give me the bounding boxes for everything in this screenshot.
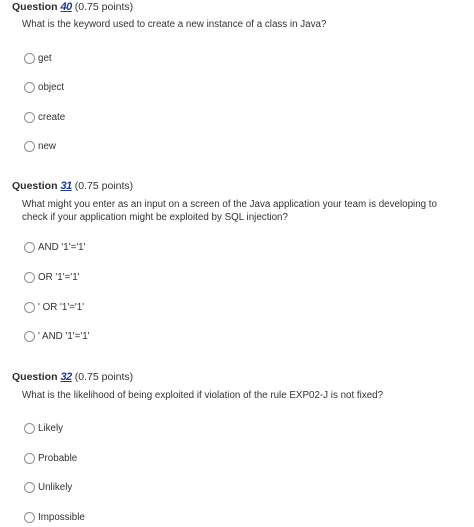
question-points: (0.75 points) [74, 371, 134, 383]
question-3-option-impossible[interactable] [24, 510, 85, 524]
radio-button[interactable] [24, 423, 35, 434]
option-label: OR '1'='1' [38, 271, 80, 283]
radio-button[interactable] [24, 242, 35, 253]
question-points: (0.75 points) [74, 180, 134, 192]
question-1-text: What is the keyword used to create a new instance of a class in Java? [22, 19, 327, 30]
option-label: new [38, 140, 56, 152]
option-label: Impossible [38, 511, 85, 523]
question-2-option-3[interactable] [24, 300, 84, 314]
question-1-option-create[interactable] [24, 110, 65, 124]
question-1-header [12, 0, 133, 14]
question-2-text: What might you enter as an input on a screen of the Java application your team is developing to check if your application might be exploited by SQL injection? [22, 199, 437, 223]
option-label: AND '1'='1' [38, 241, 86, 253]
question-3-option-likely[interactable] [24, 421, 63, 435]
question-number-badge: 32 [60, 371, 72, 383]
question-2-option-2[interactable] [24, 270, 80, 284]
question-points: (0.75 points) [74, 1, 134, 13]
radio-button[interactable] [24, 82, 35, 93]
question-label: Question [12, 180, 58, 192]
option-label: object [38, 81, 65, 93]
question-number-badge: 31 [60, 180, 72, 192]
question-3-header [12, 370, 133, 384]
radio-button[interactable] [24, 331, 35, 342]
question-2-option-1[interactable] [24, 240, 86, 254]
option-label: Probable [38, 452, 78, 464]
option-label: get [38, 52, 52, 64]
radio-button[interactable] [24, 482, 35, 493]
radio-button[interactable] [24, 141, 35, 152]
question-1-option-new[interactable] [24, 139, 56, 153]
question-2-header [12, 179, 133, 193]
question-label: Question [12, 371, 58, 383]
question-1-option-object[interactable] [24, 80, 64, 94]
option-label: Unlikely [38, 481, 73, 493]
question-3-option-unlikely[interactable] [24, 480, 72, 494]
radio-button[interactable] [24, 302, 35, 313]
radio-button[interactable] [24, 112, 35, 123]
option-label: Likely [38, 422, 64, 434]
radio-button[interactable] [24, 53, 35, 64]
radio-button[interactable] [24, 453, 35, 464]
option-label: create [38, 111, 66, 123]
option-label: ' OR '1'='1' [38, 301, 85, 313]
radio-button[interactable] [24, 272, 35, 283]
question-number-badge: 40 [60, 1, 72, 13]
question-1-option-get[interactable] [24, 51, 52, 65]
question-3-text: What is the likelihood of being exploited if violation of the rule EXP02-J is not fixed? [22, 390, 384, 401]
question-3-option-probable[interactable] [24, 451, 77, 465]
question-2-option-4[interactable] [24, 329, 90, 343]
option-label: ' AND '1'='1' [38, 330, 90, 342]
question-label: Question [12, 1, 58, 13]
radio-button[interactable] [24, 512, 35, 523]
